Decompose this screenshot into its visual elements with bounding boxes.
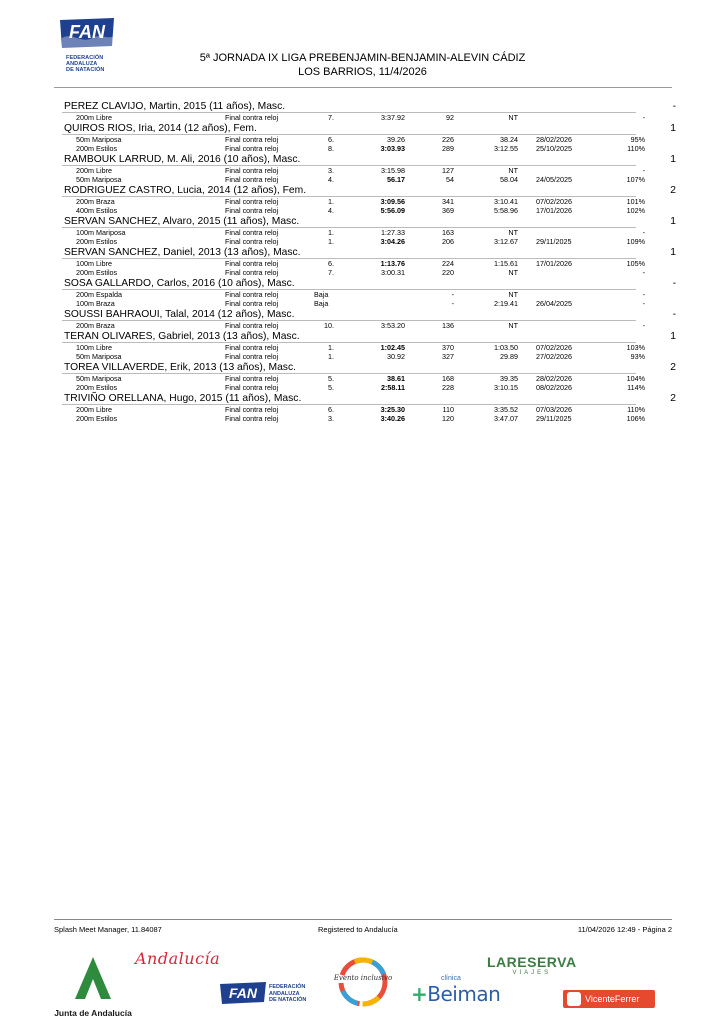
event-time: 56.17 — [387, 175, 405, 184]
event-row — [54, 321, 676, 330]
swimmer-points: 1 — [670, 123, 676, 134]
event-row — [54, 259, 676, 268]
event-best-date: 24/05/2025 — [536, 175, 572, 184]
event-best-date: 25/10/2025 — [536, 144, 572, 153]
swimmer-points: - — [672, 278, 676, 289]
event-score: 341 — [442, 197, 454, 206]
event-percent: - — [642, 268, 645, 277]
event-percent: 114% — [627, 383, 645, 392]
swimmer-points: 1 — [670, 247, 676, 258]
event-score: 54 — [446, 175, 454, 184]
event-row — [54, 237, 676, 246]
vicente-ferrer-text: VicenteFerrer — [585, 994, 640, 1004]
event-place: 10. — [324, 321, 334, 330]
event-time: 39.26 — [387, 135, 405, 144]
event-name: 100m Mariposa — [76, 228, 126, 237]
event-percent: - — [642, 299, 645, 308]
swimmer-points: - — [672, 309, 676, 320]
event-score: 370 — [442, 343, 454, 352]
event-row — [54, 290, 676, 299]
event-best-time: NT — [508, 113, 518, 122]
event-percent: 110% — [627, 144, 645, 153]
swimmer-points: 1 — [670, 216, 676, 227]
event-best-date: 17/01/2026 — [536, 259, 572, 268]
event-percent: - — [642, 228, 645, 237]
event-place: 7. — [328, 113, 334, 122]
swimmer-name: TOREA VILLAVERDE, Erik, 2013 (13 años), Masc. — [64, 362, 296, 373]
event-score: 289 — [442, 144, 454, 153]
event-time: 1:27.33 — [381, 228, 405, 237]
event-best-time: 38.24 — [500, 135, 518, 144]
swimmer-points: 1 — [670, 331, 676, 342]
event-row — [54, 144, 676, 153]
event-name: 100m Braza — [76, 299, 115, 308]
event-row — [54, 166, 676, 175]
event-best-date: 17/01/2026 — [536, 206, 572, 215]
event-round: Final contra reloj — [225, 343, 279, 352]
fan-badge-icon — [58, 16, 116, 50]
event-score: - — [451, 290, 454, 299]
swimmer-points: 2 — [670, 393, 676, 404]
event-time: 1:13.76 — [380, 259, 405, 268]
swimmer-header — [54, 123, 676, 135]
swimmer-name: SERVAN SANCHEZ, Daniel, 2013 (13 años), Masc. — [64, 247, 301, 258]
event-round: Final contra reloj — [225, 237, 279, 246]
swimmer-header — [54, 278, 676, 290]
event-place: 6. — [328, 405, 334, 414]
swimmer-name: QUIROS RIOS, Iria, 2014 (12 años), Fem. — [64, 123, 257, 134]
swimmer-header — [54, 247, 676, 259]
plus-icon: + — [411, 982, 428, 1006]
event-percent: 109% — [626, 237, 645, 246]
swimmer-name: SERVAN SANCHEZ, Alvaro, 2015 (11 años), Masc. — [64, 216, 300, 227]
event-round: Final contra reloj — [225, 405, 279, 414]
event-name: 50m Mariposa — [76, 352, 122, 361]
event-place: 1. — [328, 237, 334, 246]
sponsor-bar — [0, 945, 725, 1024]
event-place: 5. — [328, 383, 334, 392]
event-name: 200m Libre — [76, 166, 112, 175]
event-best-time: 29.89 — [500, 352, 518, 361]
event-row — [54, 352, 676, 361]
vicente-ferrer-logo — [563, 990, 655, 1008]
event-round: Final contra reloj — [225, 113, 279, 122]
fan-sponsor-badge-icon — [219, 981, 267, 1005]
footer-date-page: 11/04/2026 12:49 - Página 2 — [577, 925, 672, 934]
event-best-time: 2:19.41 — [494, 299, 518, 308]
event-best-time: 58.04 — [500, 175, 518, 184]
la-reserva-logo — [487, 954, 577, 976]
event-row — [54, 374, 676, 383]
swimmer-points: 2 — [670, 362, 676, 373]
event-place: 6. — [328, 259, 334, 268]
junta-emblem-icon — [75, 957, 111, 999]
event-best-time: NT — [508, 268, 518, 277]
swimmer-header — [54, 185, 676, 197]
event-time: 3:40.26 — [380, 414, 405, 423]
fan-sponsor-logo — [219, 981, 314, 1010]
event-place: 1. — [328, 343, 334, 352]
swimmer-name: TRIVIÑO ORELLANA, Hugo, 2015 (11 años), Masc. — [64, 393, 302, 404]
event-name: 200m Estilos — [76, 268, 118, 277]
event-score: 127 — [442, 166, 454, 175]
event-score: 92 — [446, 113, 454, 122]
event-round: Final contra reloj — [225, 228, 279, 237]
event-time: 5:56.09 — [380, 206, 405, 215]
event-withdrawn: Baja — [314, 299, 329, 308]
swimmer-header — [54, 331, 676, 343]
event-row — [54, 135, 676, 144]
swimmer-header — [54, 101, 676, 113]
event-row — [54, 197, 676, 206]
beiman-text: Beiman — [427, 982, 501, 1006]
event-best-date: 27/02/2026 — [536, 352, 572, 361]
event-name: 200m Estilos — [76, 144, 118, 153]
fan-logo-line: DE NATACIÓN — [66, 67, 105, 73]
clinica-beiman-logo — [411, 975, 500, 1006]
swimmer-points: 1 — [670, 154, 676, 165]
event-best-time: 3:10.41 — [494, 197, 518, 206]
event-best-time: 3:12.67 — [494, 237, 518, 246]
event-withdrawn: Baja — [314, 290, 329, 299]
event-round: Final contra reloj — [225, 321, 279, 330]
event-best-time: 3:12.55 — [494, 144, 518, 153]
event-row — [54, 268, 676, 277]
event-best-time: 3:10.15 — [494, 383, 518, 392]
event-best-time: 3:35.52 — [494, 405, 518, 414]
event-round: Final contra reloj — [225, 268, 279, 277]
event-score: 163 — [442, 228, 454, 237]
evento-text: Evento inclusivo — [333, 974, 393, 982]
event-name: 200m Estilos — [76, 383, 118, 392]
junta-text: Junta de Andalucía — [54, 1008, 132, 1018]
event-name: 200m Braza — [76, 321, 115, 330]
event-name: 400m Estilos — [76, 206, 118, 215]
event-row — [54, 113, 676, 122]
event-round: Final contra reloj — [225, 166, 279, 175]
event-name: 50m Mariposa — [76, 135, 122, 144]
junta-andalucia-logo — [48, 957, 138, 1018]
event-round: Final contra reloj — [225, 197, 279, 206]
fan-sponsor-letters: FAN — [229, 985, 257, 1001]
event-round: Final contra reloj — [225, 374, 279, 383]
event-percent: 103% — [626, 343, 645, 352]
swimmer-name: PEREZ CLAVIJO, Martin, 2015 (11 años), Masc. — [64, 101, 286, 112]
meet-title: 5ª JORNADA IX LIGA PREBENJAMIN-BENJAMIN-ALEVIN CÁDIZ — [199, 52, 526, 64]
event-name: 200m Libre — [76, 113, 112, 122]
event-score: 220 — [442, 268, 454, 277]
event-row — [54, 414, 676, 423]
event-round: Final contra reloj — [225, 135, 279, 144]
event-best-date: 29/11/2025 — [536, 237, 572, 246]
event-time: 3:15.98 — [381, 166, 405, 175]
event-place: 5. — [328, 374, 334, 383]
swimmer-header — [54, 362, 676, 374]
event-time: 3:25.30 — [380, 405, 405, 414]
footer-registration: Registered to Andalucía — [318, 925, 398, 934]
event-round: Final contra reloj — [225, 206, 279, 215]
meet-venue-date: LOS BARRIOS, 11/4/2026 — [298, 66, 427, 78]
footer-divider — [54, 919, 672, 920]
event-row — [54, 228, 676, 237]
event-row — [54, 206, 676, 215]
event-place: 6. — [328, 135, 334, 144]
evento-inclusivo-logo — [333, 958, 393, 1006]
event-name: 200m Estilos — [76, 237, 118, 246]
event-place: 1. — [328, 197, 334, 206]
event-place: 1. — [328, 352, 334, 361]
swimmer-header — [54, 393, 676, 405]
event-name: 200m Espalda — [76, 290, 122, 299]
event-name: 200m Braza — [76, 197, 115, 206]
event-percent: 104% — [626, 374, 645, 383]
fan-logo-line: ANDALUZA — [66, 61, 98, 67]
event-round: Final contra reloj — [225, 352, 279, 361]
event-round: Final contra reloj — [225, 259, 279, 268]
event-time: 3:53.20 — [381, 321, 405, 330]
event-best-date: 28/02/2026 — [536, 135, 572, 144]
lareserva-subtext: VIAJES — [512, 970, 552, 976]
event-percent: 110% — [627, 405, 645, 414]
event-round: Final contra reloj — [225, 299, 279, 308]
swimmer-points: 2 — [670, 185, 676, 196]
vicente-ferrer-icon — [567, 992, 581, 1006]
event-name: 50m Mariposa — [76, 374, 122, 383]
clinica-text: clínica — [441, 975, 461, 982]
event-time: 3:37.92 — [381, 113, 405, 122]
event-best-date: 07/02/2026 — [536, 343, 572, 352]
event-row — [54, 405, 676, 414]
event-percent: 105% — [626, 259, 645, 268]
swimmer-header — [54, 309, 676, 321]
event-percent: - — [642, 290, 645, 299]
event-score: 327 — [442, 352, 454, 361]
event-percent: - — [642, 166, 645, 175]
event-time: 1:02.45 — [380, 343, 405, 352]
event-time: 38.61 — [387, 374, 405, 383]
event-row — [54, 175, 676, 184]
event-place: 4. — [328, 175, 334, 184]
event-best-time: 39.35 — [500, 374, 518, 383]
event-place: 3. — [328, 166, 334, 175]
event-name: 200m Libre — [76, 405, 112, 414]
event-best-time: 1:03.50 — [494, 343, 518, 352]
fan-letters: FAN — [69, 22, 105, 42]
event-best-time: NT — [508, 166, 518, 175]
event-time: 3:09.56 — [380, 197, 405, 206]
event-best-date: 08/02/2026 — [536, 383, 572, 392]
event-best-date: 26/04/2025 — [536, 299, 572, 308]
event-percent: - — [642, 113, 645, 122]
event-place: 4. — [328, 206, 334, 215]
event-best-time: 5:58.96 — [494, 206, 518, 215]
event-round: Final contra reloj — [225, 290, 279, 299]
event-best-date: 07/03/2026 — [536, 405, 572, 414]
event-percent: 102% — [626, 206, 645, 215]
event-score: 369 — [442, 206, 454, 215]
event-place: 3. — [328, 414, 334, 423]
event-best-time: 1:15.61 — [494, 259, 518, 268]
swimmer-name: SOSA GALLARDO, Carlos, 2016 (10 años), Masc. — [64, 278, 295, 289]
event-best-time: NT — [508, 321, 518, 330]
swimmer-name: TERAN OLIVARES, Gabriel, 2013 (13 años), Masc. — [64, 331, 300, 342]
fan-sponsor-line: FEDERACIÓN — [269, 984, 306, 990]
event-round: Final contra reloj — [225, 383, 279, 392]
event-percent: 95% — [630, 135, 645, 144]
event-row — [54, 343, 676, 352]
event-round: Final contra reloj — [225, 144, 279, 153]
header-divider — [54, 87, 672, 88]
swimmer-header — [54, 154, 676, 166]
event-row — [54, 383, 676, 392]
event-score: 224 — [442, 259, 454, 268]
event-percent: 107% — [626, 175, 645, 184]
event-score: 168 — [442, 374, 454, 383]
event-name: 200m Estilos — [76, 414, 118, 423]
event-score: 136 — [442, 321, 454, 330]
fan-sponsor-line: ANDALUZA — [269, 990, 300, 997]
event-time: 3:03.93 — [380, 144, 405, 153]
event-score: 110 — [442, 405, 454, 414]
event-name: 50m Mariposa — [76, 175, 122, 184]
event-place: 7. — [328, 268, 334, 277]
event-time: 3:04.26 — [380, 237, 405, 246]
event-best-date: 29/11/2025 — [536, 414, 572, 423]
fan-logo-line: FEDERACIÓN — [66, 55, 104, 61]
event-best-date: 07/02/2026 — [536, 197, 572, 206]
event-score: 120 — [442, 414, 454, 423]
event-time: 3:00.31 — [381, 268, 405, 277]
event-score: 206 — [442, 237, 454, 246]
event-score: - — [451, 299, 454, 308]
swimmer-name: SOUSSI BAHRAOUI, Talal, 2014 (12 años), Masc. — [64, 309, 295, 320]
event-round: Final contra reloj — [225, 175, 279, 184]
swimmer-header — [54, 216, 676, 228]
event-percent: 106% — [626, 414, 645, 423]
event-best-time: 3:47.07 — [494, 414, 518, 423]
event-name: 100m Libre — [76, 259, 112, 268]
event-score: 228 — [442, 383, 454, 392]
swimmer-name: RAMBOUK LARRUD, M. Ali, 2016 (10 años), Masc. — [64, 154, 301, 165]
swimmer-name: RODRIGUEZ CASTRO, Lucia, 2014 (12 años), Fem. — [64, 185, 307, 196]
event-percent: 101% — [626, 197, 645, 206]
footer-software: Splash Meet Manager, 11.84087 — [54, 925, 162, 934]
event-best-time: NT — [508, 228, 518, 237]
results-list — [54, 101, 676, 423]
andalucia-logo: Andalucía — [135, 949, 221, 968]
event-percent: 93% — [630, 352, 645, 361]
event-best-time: NT — [508, 290, 518, 299]
fan-sponsor-line: DE NATACIÓN — [269, 997, 307, 1003]
event-place: 1. — [328, 228, 334, 237]
document-title — [0, 51, 725, 79]
fan-sponsor-text — [269, 984, 306, 1004]
event-score: 226 — [442, 135, 454, 144]
event-time: 2:58.11 — [381, 383, 405, 392]
event-percent: - — [642, 321, 645, 330]
event-place: 8. — [328, 144, 334, 153]
event-round: Final contra reloj — [225, 414, 279, 423]
event-name: 100m Libre — [76, 343, 112, 352]
event-row — [54, 299, 676, 308]
event-time: 30.92 — [387, 352, 405, 361]
lareserva-text: LARESERVA — [487, 954, 577, 970]
swimmer-points: - — [672, 101, 676, 112]
event-best-date: 28/02/2026 — [536, 374, 572, 383]
